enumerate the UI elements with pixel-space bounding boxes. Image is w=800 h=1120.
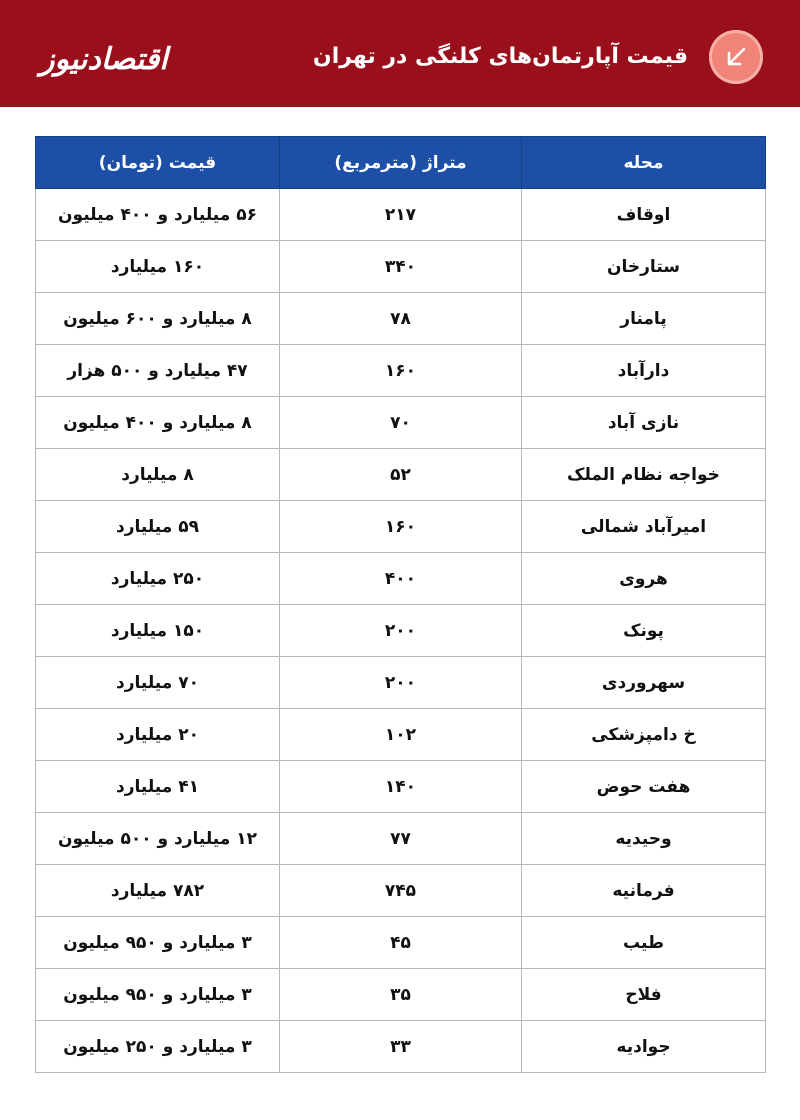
area-cell: ۴۰۰ <box>280 553 522 605</box>
area-cell: ۱۶۰ <box>280 345 522 397</box>
neighborhood-cell: ستارخان <box>522 241 766 293</box>
price-cell: ۸ میلیارد و ۶۰۰ میلیون <box>36 293 280 345</box>
table-row <box>36 969 766 1021</box>
table-row <box>36 397 766 449</box>
table-row <box>36 865 766 917</box>
price-cell: ۸ میلیارد و ۴۰۰ میلیون <box>36 397 280 449</box>
area-cell: ۷۴۵ <box>280 865 522 917</box>
neighborhood-cell: دارآباد <box>522 345 766 397</box>
column-header-area: متراژ (مترمربع) <box>280 137 522 189</box>
area-cell: ۳۴۰ <box>280 241 522 293</box>
column-header-price: قیمت (تومان) <box>36 137 280 189</box>
table-row <box>36 449 766 501</box>
area-cell: ۱۰۲ <box>280 709 522 761</box>
table-row <box>36 501 766 553</box>
area-cell: ۳۳ <box>280 1021 522 1073</box>
price-cell: ۵۹ میلیارد <box>36 501 280 553</box>
area-cell: ۷۰ <box>280 397 522 449</box>
neighborhood-cell: خواجه نظام الملک <box>522 449 766 501</box>
table-row <box>36 761 766 813</box>
price-cell: ۳ میلیارد و ۲۵۰ میلیون <box>36 1021 280 1073</box>
table-row <box>36 189 766 241</box>
area-cell: ۱۴۰ <box>280 761 522 813</box>
area-cell: ۷۷ <box>280 813 522 865</box>
neighborhood-cell: جوادیه <box>522 1021 766 1073</box>
area-cell: ۴۵ <box>280 917 522 969</box>
neighborhood-cell: سهروردی <box>522 657 766 709</box>
neighborhood-cell: امیرآباد شمالی <box>522 501 766 553</box>
area-cell: ۵۲ <box>280 449 522 501</box>
arrow-down-left-icon <box>709 30 763 84</box>
table-row <box>36 605 766 657</box>
price-cell: ۷۰ میلیارد <box>36 657 280 709</box>
price-cell: ۳ میلیارد و ۹۵۰ میلیون <box>36 969 280 1021</box>
neighborhood-cell: اوقاف <box>522 189 766 241</box>
price-cell: ۲۵۰ میلیارد <box>36 553 280 605</box>
table-row <box>36 293 766 345</box>
price-cell: ۱۲ میلیارد و ۵۰۰ میلیون <box>36 813 280 865</box>
price-cell: ۷۸۲ میلیارد <box>36 865 280 917</box>
area-cell: ۲۰۰ <box>280 657 522 709</box>
area-cell: ۱۶۰ <box>280 501 522 553</box>
header-banner <box>0 0 800 107</box>
table-row <box>36 345 766 397</box>
price-cell: ۴۱ میلیارد <box>36 761 280 813</box>
table-row <box>36 1021 766 1073</box>
brand-logo: اقتصادنیوز <box>40 42 168 77</box>
neighborhood-cell: پونک <box>522 605 766 657</box>
neighborhood-cell: خ دامپزشکی <box>522 709 766 761</box>
table-row <box>36 813 766 865</box>
neighborhood-cell: طیب <box>522 917 766 969</box>
neighborhood-cell: نازی آباد <box>522 397 766 449</box>
table-row <box>36 917 766 969</box>
neighborhood-cell: هفت حوض <box>522 761 766 813</box>
neighborhood-cell: فلاح <box>522 969 766 1021</box>
page-title: قیمت آپارتمان‌های کلنگی در تهران <box>312 44 688 69</box>
table-header-row <box>36 137 766 189</box>
neighborhood-cell: پامنار <box>522 293 766 345</box>
area-cell: ۲۰۰ <box>280 605 522 657</box>
price-cell: ۵۶ میلیارد و ۴۰۰ میلیون <box>36 189 280 241</box>
price-cell: ۴۷ میلیارد و ۵۰۰ هزار <box>36 345 280 397</box>
neighborhood-cell: فرمانیه <box>522 865 766 917</box>
price-cell: ۳ میلیارد و ۹۵۰ میلیون <box>36 917 280 969</box>
price-cell: ۲۰ میلیارد <box>36 709 280 761</box>
table-row <box>36 553 766 605</box>
price-table <box>35 136 766 1073</box>
neighborhood-cell: وحیدیه <box>522 813 766 865</box>
table-row <box>36 709 766 761</box>
price-cell: ۸ میلیارد <box>36 449 280 501</box>
price-cell: ۱۵۰ میلیارد <box>36 605 280 657</box>
area-cell: ۲۱۷ <box>280 189 522 241</box>
area-cell: ۳۵ <box>280 969 522 1021</box>
table-row <box>36 241 766 293</box>
column-header-neighborhood: محله <box>522 137 766 189</box>
area-cell: ۷۸ <box>280 293 522 345</box>
table-row <box>36 657 766 709</box>
neighborhood-cell: هروی <box>522 553 766 605</box>
price-cell: ۱۶۰ میلیارد <box>36 241 280 293</box>
